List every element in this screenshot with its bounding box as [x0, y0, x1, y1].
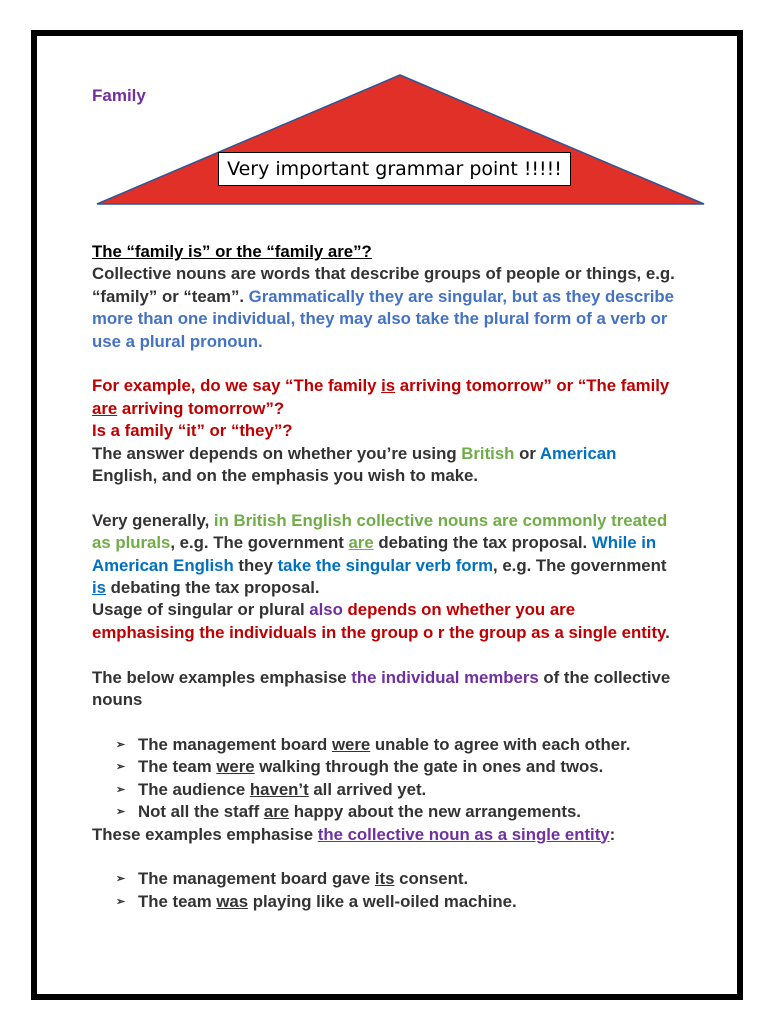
plural-examples-list	[92, 734, 682, 824]
american-label: American	[539, 443, 617, 463]
these-text: :	[609, 824, 616, 844]
answer-text: or	[514, 443, 540, 463]
british-label: British	[461, 443, 515, 463]
arrow-bullet-icon: ➢	[116, 873, 126, 886]
example-text: For example, do we say “The family	[92, 376, 382, 396]
these-paragraph	[92, 824, 682, 846]
usage-text: Usage of singular or plural	[92, 600, 310, 620]
usage-highlight: depends on whether you are emphasising the individuals in the group o r the group as a single entity	[92, 600, 666, 642]
list-item: ➢ The management board gave its consent.	[116, 868, 682, 890]
singular-examples-list	[92, 868, 682, 913]
general-text: they	[233, 555, 278, 575]
general-text: debating the tax proposal.	[106, 578, 320, 598]
general-text: debating the tax proposal.	[373, 533, 592, 553]
example-text: arriving tomorrow”?	[117, 398, 285, 418]
general-text: , e.g. The government	[493, 555, 667, 575]
section-heading: The “family is” or the “family are”?	[92, 242, 372, 261]
arrow-bullet-icon: ➢	[116, 761, 126, 774]
usage-also: also	[309, 600, 343, 620]
usage-text: .	[665, 622, 670, 642]
roof-triangle	[0, 0, 768, 220]
general-paragraph	[92, 510, 682, 600]
below-text: The below examples emphasise	[92, 667, 352, 687]
arrow-bullet-icon: ➢	[116, 806, 126, 819]
british-are: are	[348, 533, 374, 553]
list-item: ➢ The management board were unable to agree with each other.	[116, 734, 682, 756]
american-rule: While in American English	[92, 533, 657, 575]
list-item: ➢ The team were walking through the gate in ones and twos.	[116, 756, 682, 778]
intro-highlight: Grammatically they are singular, but as they describe more than one individual, they may also take the plural form of a verb or use a plural pronoun.	[92, 286, 674, 351]
american-rule-verb: take the singular verb form	[277, 555, 494, 575]
usage-paragraph	[92, 599, 682, 644]
answer-text: English, and on the emphasis you wish to make.	[92, 466, 479, 486]
example-paragraph	[92, 375, 682, 420]
list-item: ➢ The team was playing like a well-oiled machine.	[116, 891, 682, 913]
american-is: is	[92, 578, 106, 598]
banner-title: Very important grammar point !!!!!	[218, 152, 571, 186]
single-entity: the collective noun as a single entity	[317, 824, 610, 844]
individual-members: the individual members	[351, 667, 539, 687]
example-text: arriving tomorrow” or “The family	[395, 376, 670, 396]
british-rule: in British English collective nouns are commonly treated as plurals	[92, 510, 668, 553]
example-question: Is a family “it” or “they”?	[92, 421, 293, 441]
list-item: ➢ The audience haven’t all arrived yet.	[116, 779, 682, 801]
intro-text: Collective nouns are words that describe groups of people or things, e.g. “family” or “team”.	[92, 264, 675, 306]
below-paragraph	[92, 667, 682, 712]
document-body	[92, 241, 682, 913]
below-text: of the collective nouns	[92, 667, 671, 710]
general-text: Very generally,	[92, 510, 214, 530]
intro-paragraph	[92, 263, 682, 353]
arrow-bullet-icon: ➢	[116, 738, 126, 751]
answer-text: The answer depends on whether you’re using	[92, 443, 462, 463]
topic-tag: Family	[92, 86, 146, 105]
example-are: are	[92, 398, 118, 418]
these-text: These examples emphasise	[92, 824, 318, 844]
example-is: is	[381, 376, 396, 396]
arrow-bullet-icon: ➢	[116, 895, 126, 908]
arrow-bullet-icon: ➢	[116, 783, 126, 796]
answer-paragraph	[92, 443, 682, 488]
general-text: , e.g. The government	[170, 533, 349, 553]
list-item: ➢ Not all the staff are happy about the new arrangements.	[116, 801, 682, 823]
